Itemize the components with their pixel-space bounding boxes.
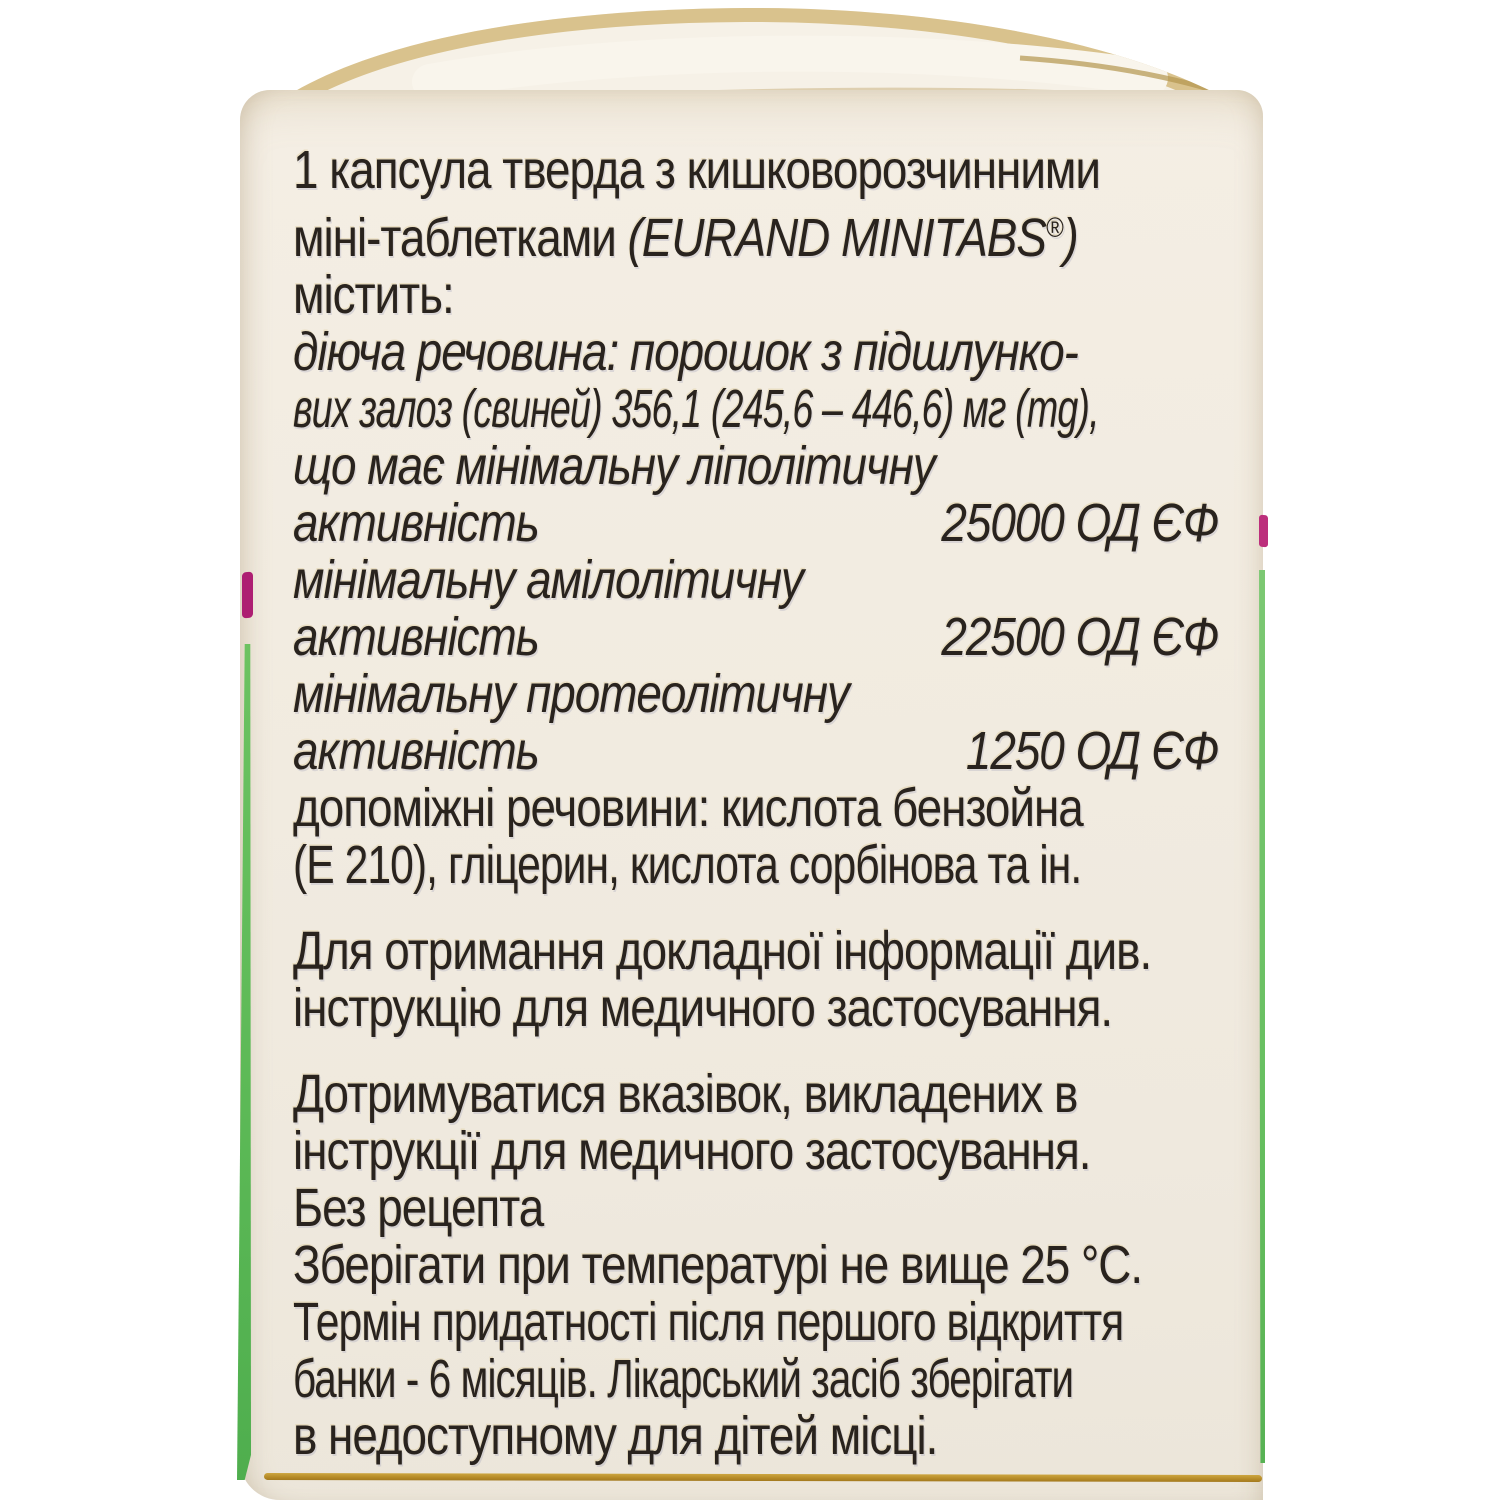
activity-1-lead: що має мінімальну ліполітичну (293, 436, 935, 496)
no-prescription-line: Без рецепта (293, 1178, 544, 1238)
usage-line-1: Дотримуватися вказівок, викладених в (293, 1064, 1078, 1124)
activity-3-row (293, 723, 1218, 780)
shelf-life-line-2-text: банки - 6 місяців. Лікарський засіб зберігати (293, 1349, 1074, 1409)
registered-trademark-icon: ® (1045, 212, 1064, 243)
intro-line-3: містить: (293, 265, 454, 325)
activity-1-row (293, 495, 1218, 552)
activity-3-value: 1250 ОД ЄФ (965, 721, 1219, 781)
usage-line-2: інструкції для медичного застосування. (293, 1121, 1091, 1181)
activity-1-value: 25000 ОД ЄФ (941, 493, 1219, 553)
excipients-line-2 (293, 837, 1218, 894)
active-substance-line-1: діюча речовина: порошок з підшлунко- (293, 322, 1078, 382)
brand-name: (EURAND MINITABS (627, 208, 1046, 268)
box-front-panel (240, 90, 1263, 1500)
intro-line-2 (293, 199, 1218, 267)
shelf-life-line-1-text: Термін придатності після першого відкриття (293, 1292, 1124, 1352)
active-substance-line-2 (293, 381, 1218, 438)
label-text (293, 142, 1218, 1465)
gold-accent-line (264, 1473, 1262, 1482)
info-line-1: Для отримання докладної інформації див. (293, 921, 1152, 981)
brand-name-close-paren: ) (1063, 208, 1078, 268)
activity-3-lead: мінімальну протеолітичну (293, 664, 849, 724)
active-substance-line-2-text: вих залоз (свиней) 356,1 (245,6 – 446,6) мг (mg), (293, 379, 1099, 439)
activity-2-value: 22500 ОД ЄФ (941, 607, 1219, 667)
activity-3-label: активність (293, 721, 539, 781)
info-line-2: інструкцію для медичного застосування. (293, 978, 1113, 1038)
shelf-life-line-2 (293, 1351, 1218, 1408)
excipients-line-2-text: (Е 210), гліцерин, кислота сорбінова та ін. (293, 835, 1082, 895)
intro-line-2-regular: міні-таблетками (293, 208, 628, 268)
magenta-print-mark-left (242, 572, 253, 619)
shelf-life-line-1 (293, 1294, 1218, 1351)
activity-2-lead: мінімальну амілолітичну (293, 550, 803, 610)
activity-2-row (293, 609, 1218, 666)
intro-line-1: 1 капсула тверда з кишковорозчинними (293, 140, 1101, 200)
activity-1-label: активність (293, 493, 539, 553)
keep-away-from-children-line: в недоступному для дітей місці. (293, 1406, 938, 1466)
magenta-print-mark-right (1259, 515, 1268, 547)
excipients-line-1: допоміжні речовини: кислота бензойна (293, 778, 1083, 838)
storage-temp-line: Зберігати при температурі не вище 25 °С. (293, 1235, 1143, 1295)
activity-2-label: активність (293, 607, 539, 667)
